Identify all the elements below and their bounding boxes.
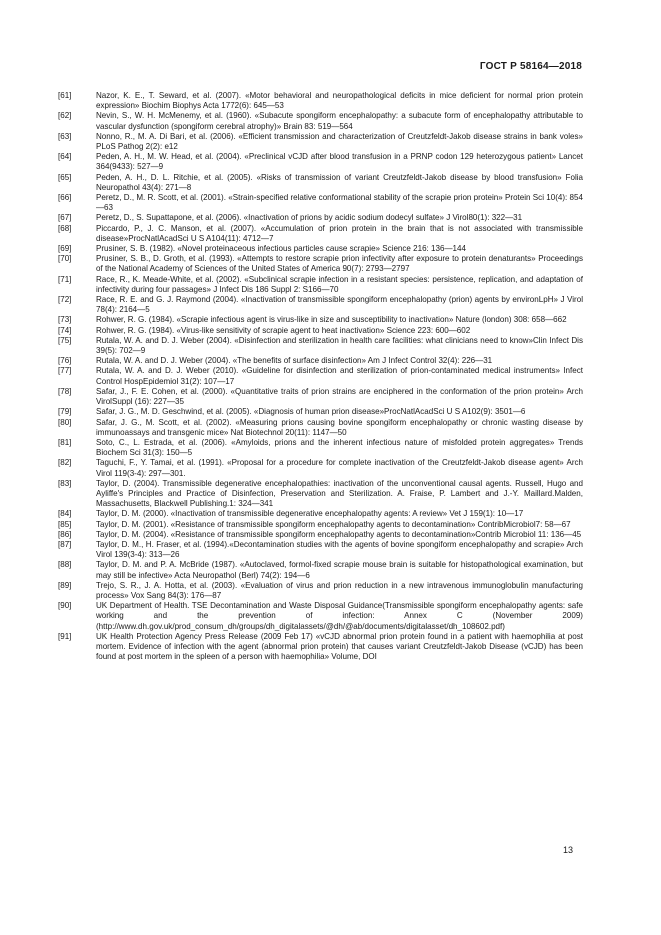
reference-item [58, 418, 583, 438]
reference-item [58, 479, 583, 510]
reference-number: [78] [58, 386, 72, 396]
reference-item [58, 520, 583, 530]
reference-item [58, 407, 583, 417]
reference-item [58, 336, 583, 356]
reference-item [58, 356, 583, 366]
reference-text: UK Department of Health. TSE Decontamination and Waste Disposal Guidance(Transmissible spongiform encephalopathy agents: safe working and the prevention of infection: Annex C (November 2009) (http://www.dh.gov.uk/prod_consum_dh/groups/dh_digitalassets/@dh/@ab/documents/digitalasset/dh_108602.pdf) [96, 601, 583, 631]
reference-number: [72] [58, 295, 72, 305]
reference-number: [86] [58, 529, 72, 539]
reference-text: Race, R. E. and G. J. Raymond (2004). «Inactivation of transmissible spongiform encephalopathy (prion) agents by environLpH» J Virol 78(4): 2164—5 [96, 295, 583, 315]
standard-code-header: ГОСТ Р 58164—2018 [479, 61, 582, 72]
reference-text: Rutala, W. A. and D. J. Weber (2004). «Disinfection and sterilization in health care facilities: what clinicians need to know»Clin Infect Dis 39(5): 702—9 [96, 335, 583, 356]
reference-item [58, 244, 583, 254]
reference-number: [88] [58, 560, 72, 570]
reference-text: Rutala, W. A. and D. J. Weber (2004). «The benefits of surface disinfection» Am J Infect Control 32(4): 226—31 [96, 356, 493, 366]
reference-number: [76] [58, 356, 72, 366]
reference-text: Nazor, K. E., T. Seward, et al. (2007). «Motor behavioral and neuropathological deficits in mice deficient for normal prion protein expression» Biochim Biophys Acta 1772(6): 645—53 [96, 91, 583, 111]
reference-text: Peretz, D., M. R. Scott, et al. (2001). «Strain-specified relative conformational stability of the scrapie prion protein» Protein Sci 10(4): 854—63 [96, 193, 583, 213]
reference-item [58, 387, 583, 407]
reference-text: Rutala, W. A. and D. J. Weber (2010). «Guideline for disinfection and sterilization of prion-contaminated medical instruments» Infect Control HospEpidemiol 31(2): 107—17 [96, 366, 583, 386]
reference-item [58, 458, 583, 478]
reference-text: Rohwer, R. G. (1984). «Virus-like sensitivity of scrapie agent to heat inactivation» Science 223: 600—602 [96, 325, 471, 335]
reference-text: Taylor, D. (2004). Transmissible degenerative encephalopathies: inactivation of the unconventional causal agents. Russell, Hugo and Ayliffe's Principles and Practice of Disinfection, Preservation and Sterilization. A. Fraise, P. Lambert and J.-Y. Maillard.Malden, Massachusetts, Blackwell Publishing.1: 324—341 [96, 478, 583, 509]
reference-text: Peden, A. H., M. W. Head, et al. (2004). «Preclinical vCJD after blood transfusion in a PRNP codon 129 heterozygous patient» Lancet 364(9433): 527—9 [96, 152, 583, 172]
reference-number: [80] [58, 417, 72, 427]
reference-item [58, 315, 583, 325]
reference-number: [67] [58, 213, 72, 223]
reference-text: Taguchi, F., Y. Tamai, et al. (1991). «Proposal for a procedure for complete inactivation of the Creutzfeldt-Jakob disease agent» Arch Virol 119(3-4): 297—301. [96, 458, 583, 478]
reference-text: Safar, J., F. E. Cohen, et al. (2000). «Quantitative traits of prion strains are enciphered in the conformation of the prion protein» Arch VirolSuppl (16): 227—35 [96, 386, 583, 407]
reference-number: [74] [58, 325, 72, 335]
reference-text: Nonno, R., M. A. Di Bari, et al. (2006). «Efficient transmission and characterization of Creutzfeldt-Jakob disease strains in bank voles» PLoS Pathog 2(2): e12 [96, 131, 583, 152]
reference-number: [65] [58, 172, 72, 182]
reference-number: [71] [58, 274, 72, 284]
reference-number: [83] [58, 478, 72, 488]
reference-item [58, 152, 583, 172]
reference-item [58, 581, 583, 601]
reference-number: [85] [58, 519, 72, 529]
reference-number: [61] [58, 91, 72, 100]
reference-text: UK Health Protection Agency Press Release (2009 Feb 17) «vCJD abnormal prion protein found in a patient with haemophilia at post mortem. Evidence of infection with the agent (abnormal prion protein) that causes variant Creutzfeldt-Jakob Disease (vCJD) has been found at post mortem in the spleen of a person with haemophilia» Volume, DOI [96, 631, 583, 662]
reference-number: [73] [58, 315, 72, 325]
reference-text: Trejo, S. R., J. A. Hotta, et al. (2003). «Evaluation of virus and prion reduction in a new intravenous immunoglobulin manufacturing process» Vox Sang 84(3): 176—87 [96, 580, 583, 600]
reference-text: Taylor, D. M. (2001). «Resistance of transmissible spongiform encephalopathy agents to decontamination» ContribMicrobiol7: 58—67 [96, 519, 571, 529]
reference-number: [62] [58, 111, 72, 121]
reference-list [58, 91, 583, 662]
reference-text: Safar, J. G., M. D. Geschwind, et al. (2005). «Diagnosis of human prion disease»ProcNatlAcadSci U S A102(9): 3501—6 [96, 407, 526, 417]
reference-item [58, 530, 583, 540]
reference-text: Nevin, S., W. H. McMenemy, et al. (1960). «Subacute spongiform encephalopathy: a subacute form of encephalopathy attributable to vascular dysfunction (spongiform cerebral atrophy)» Brain 83: 519—564 [96, 111, 583, 131]
reference-text: Taylor, D. M. and P. A. McBride (1987). «Autoclaved, formol-fixed scrapie mouse brain is suitable for histopathological examination, but may still be infective» Acta Neuropathol (Berl) 74(2): 194—6 [96, 560, 583, 580]
page-number: 13 [562, 845, 573, 855]
reference-number: [68] [58, 223, 72, 233]
reference-number: [89] [58, 580, 72, 590]
reference-item [58, 254, 583, 274]
reference-number: [75] [58, 335, 72, 345]
reference-number: [77] [58, 366, 72, 376]
reference-item [58, 213, 583, 223]
reference-text: Taylor, D. M., H. Fraser, et al. (1994).«Decontamination studies with the agents of bovine spongiform encephalopathy and scrapie» Arch Virol 139(3-4): 313—26 [96, 539, 583, 560]
reference-item [58, 601, 583, 632]
reference-text: Taylor, D. M. (2000). «Inactivation of transmissible degenerative encephalopathy agents: A review» Vet J 159(1): 10—17 [96, 509, 524, 519]
reference-item [58, 111, 583, 131]
reference-text: Peretz, D., S. Supattapone, et al. (2006). «Inactivation of prions by acidic sodium dodecyl sulfate» J Virol80(1): 322—31 [96, 213, 523, 223]
reference-item [58, 173, 583, 193]
reference-number: [90] [58, 601, 72, 611]
reference-number: [87] [58, 539, 72, 549]
reference-number: [84] [58, 509, 72, 519]
reference-item [58, 509, 583, 519]
reference-number: [69] [58, 244, 72, 254]
reference-item [58, 295, 583, 315]
reference-number: [63] [58, 131, 72, 141]
reference-item [58, 540, 583, 560]
reference-number: [66] [58, 193, 72, 203]
reference-item [58, 275, 583, 295]
reference-item [58, 438, 583, 458]
reference-text: Prusiner, S. B. (1982). «Novel proteinaceous infectious particles cause scrapie» Science 216: 136—144 [96, 244, 466, 254]
reference-item [58, 224, 583, 244]
reference-item [58, 366, 583, 386]
reference-text: Rohwer, R. G. (1984). «Scrapie infectious agent is virus-like in size and susceptibility to inactivation» Nature (london) 308: 658—662 [96, 315, 567, 325]
reference-text: Piccardo, P., J. C. Manson, et al. (2007). «Accumulation of prion protein in the brain that is not associated with transmissible disease»ProcNatlAcadSci U S A104(11): 4712—7 [96, 223, 583, 243]
reference-text: Safar, J. G., M. Scott, et al. (2002). «Measuring prions causing bovine spongiform encephalopathy or chronic wasting disease by immunoassays and transgenic mice» Nat Biotechnol 20(11): 1147—50 [96, 417, 583, 437]
reference-text: Race, R., K. Meade-White, et al. (2002). «Subclinical scrapie infection in a resistant species: persistence, replication, and adaptation of infectivity during four passages» J Infect Dis 186 Suppl 2: S166—70 [96, 274, 583, 294]
reference-item [58, 91, 583, 111]
reference-item [58, 560, 583, 580]
reference-number: [70] [58, 254, 72, 264]
reference-text: Peden, A. H., D. L. Ritchie, et al. (2005). «Risks of transmission of variant Creutzfeldt-Jakob disease by blood transfusion» Folia Neuropathol 43(4): 271—8 [96, 172, 583, 192]
reference-item [58, 326, 583, 336]
reference-number: [79] [58, 407, 72, 417]
reference-number: [82] [58, 458, 72, 468]
reference-text: Taylor, D. M. (2004). «Resistance of transmissible spongiform encephalopathy agents to decontamination»Contrib Microbiol 11: 136—45 [96, 529, 582, 539]
reference-text: Soto, C., L. Estrada, et al. (2006). «Amyloids, prions and the inherent infectious nature of misfolded protein aggregates» Trends Biochem Sci 31(3): 150—5 [96, 437, 583, 458]
reference-number: [64] [58, 152, 72, 162]
reference-item [58, 132, 583, 152]
reference-number: [91] [58, 631, 72, 641]
reference-number: [81] [58, 437, 72, 447]
reference-item [58, 193, 583, 213]
reference-text: Prusiner, S. B., D. Groth, et al. (1993). «Attempts to restore scrapie prion infectivity after exposure to protein denaturants» Proceedings of the National Academy of Sciences of the United States of America 90(7): 2793—2797 [96, 254, 583, 274]
reference-item [58, 632, 583, 663]
